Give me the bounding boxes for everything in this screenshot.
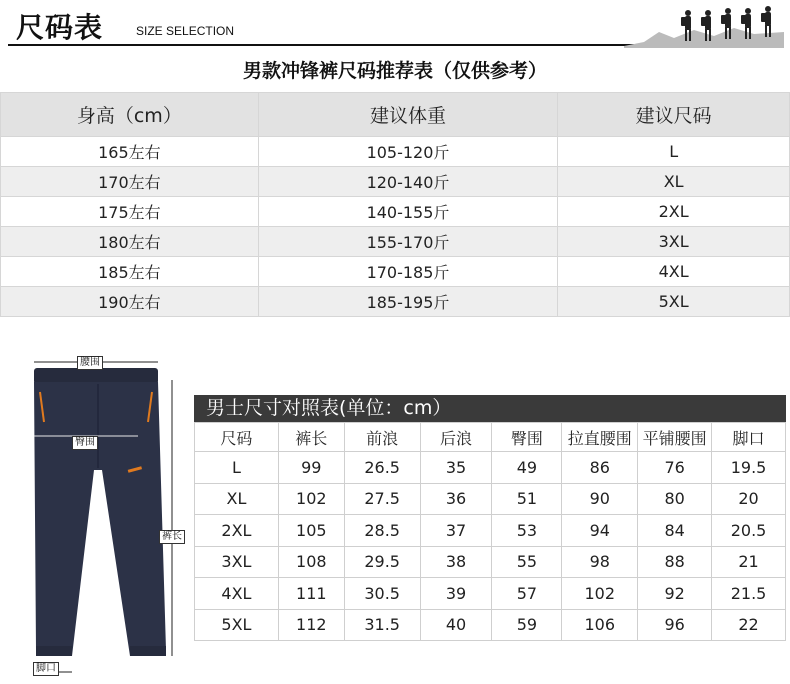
weight-cell: 170-185斤 [258,257,558,287]
pants-figure [20,350,190,680]
cell: 49 [492,452,562,484]
table-row [195,609,786,641]
cell: 26.5 [344,452,420,484]
header-cell: 建议体重 [258,93,558,137]
cell: 59 [492,609,562,641]
cell: 40 [420,609,492,641]
table-row [1,167,790,197]
header-cell: 身高（cm） [1,93,259,137]
cell: 29.5 [344,546,420,578]
cell: 2XL [195,515,279,547]
cell: 28.5 [344,515,420,547]
size-header-row [195,423,786,452]
hikers-silhouette-icon [624,2,784,48]
size-cell: XL [558,167,790,197]
hip-label: 臀围 [72,436,98,450]
cell: 76 [638,452,712,484]
cell: 39 [420,578,492,610]
waist-label: 腰围 [77,356,103,370]
header-cell: 拉直腰围 [562,423,638,452]
page-title: 尺码表 [16,11,104,44]
cell: 98 [562,546,638,578]
cell: 94 [562,515,638,547]
recommend-header-row [1,93,790,137]
header-cell: 臀围 [492,423,562,452]
table-row [195,515,786,547]
size-chart-title: 男士尺寸对照表(单位：cm） [194,395,786,422]
cell: 108 [278,546,344,578]
weight-cell: 185-195斤 [258,287,558,317]
cell: 27.5 [344,483,420,515]
cell: 30.5 [344,578,420,610]
cell: 102 [278,483,344,515]
table-row [1,257,790,287]
header-cell: 建议尺码 [558,93,790,137]
weight-cell: 120-140斤 [258,167,558,197]
height-cell: 180左右 [1,227,259,257]
size-cell: 5XL [558,287,790,317]
cell: 4XL [195,578,279,610]
cell: 37 [420,515,492,547]
header-cell: 尺码 [195,423,279,452]
height-cell: 175左右 [1,197,259,227]
cell: 102 [562,578,638,610]
recommend-table [0,92,790,317]
weight-cell: 140-155斤 [258,197,558,227]
table-row [195,546,786,578]
recommend-title: 男款冲锋裤尺码推荐表（仅供参考） [242,60,547,82]
cell: 55 [492,546,562,578]
height-cell: 165左右 [1,137,259,167]
cell: 36 [420,483,492,515]
height-cell: 170左右 [1,167,259,197]
cell: 19.5 [712,452,786,484]
size-cell: 2XL [558,197,790,227]
cell: 92 [638,578,712,610]
hem-label: 脚口 [33,662,59,676]
weight-cell: 155-170斤 [258,227,558,257]
cell: 86 [562,452,638,484]
size-cell: 4XL [558,257,790,287]
cell: 80 [638,483,712,515]
cell: 38 [420,546,492,578]
pants-image [20,350,190,680]
cell: 5XL [195,609,279,641]
length-label: 裤长 [159,530,185,544]
table-row [1,287,790,317]
cell: 21.5 [712,578,786,610]
size-cell: 3XL [558,227,790,257]
cell: 90 [562,483,638,515]
cell: 53 [492,515,562,547]
cell: 96 [638,609,712,641]
table-row [1,227,790,257]
size-cell: L [558,137,790,167]
height-cell: 185左右 [1,257,259,287]
cell: 99 [278,452,344,484]
cell: 57 [492,578,562,610]
header-divider [8,44,730,46]
header-cell: 裤长 [278,423,344,452]
page-subtitle: SIZE SELECTION [136,24,235,38]
cell: 106 [562,609,638,641]
table-row [195,483,786,515]
cell: 88 [638,546,712,578]
cell: 51 [492,483,562,515]
weight-cell: 105-120斤 [258,137,558,167]
size-chart-table [194,422,786,641]
header-cell: 平铺腰围 [638,423,712,452]
header [0,0,790,52]
size-chart [194,395,786,641]
table-row [195,578,786,610]
cell: 20 [712,483,786,515]
cell: 31.5 [344,609,420,641]
cell: L [195,452,279,484]
cell: 112 [278,609,344,641]
cell: 105 [278,515,344,547]
header-cell: 脚口 [712,423,786,452]
cell: 35 [420,452,492,484]
cell: XL [195,483,279,515]
cell: 20.5 [712,515,786,547]
header-cell: 前浪 [344,423,420,452]
cell: 111 [278,578,344,610]
table-row [195,452,786,484]
cell: 3XL [195,546,279,578]
header-cell: 后浪 [420,423,492,452]
cell: 22 [712,609,786,641]
cell: 21 [712,546,786,578]
cell: 84 [638,515,712,547]
table-row [1,197,790,227]
height-cell: 190左右 [1,287,259,317]
table-row [1,137,790,167]
